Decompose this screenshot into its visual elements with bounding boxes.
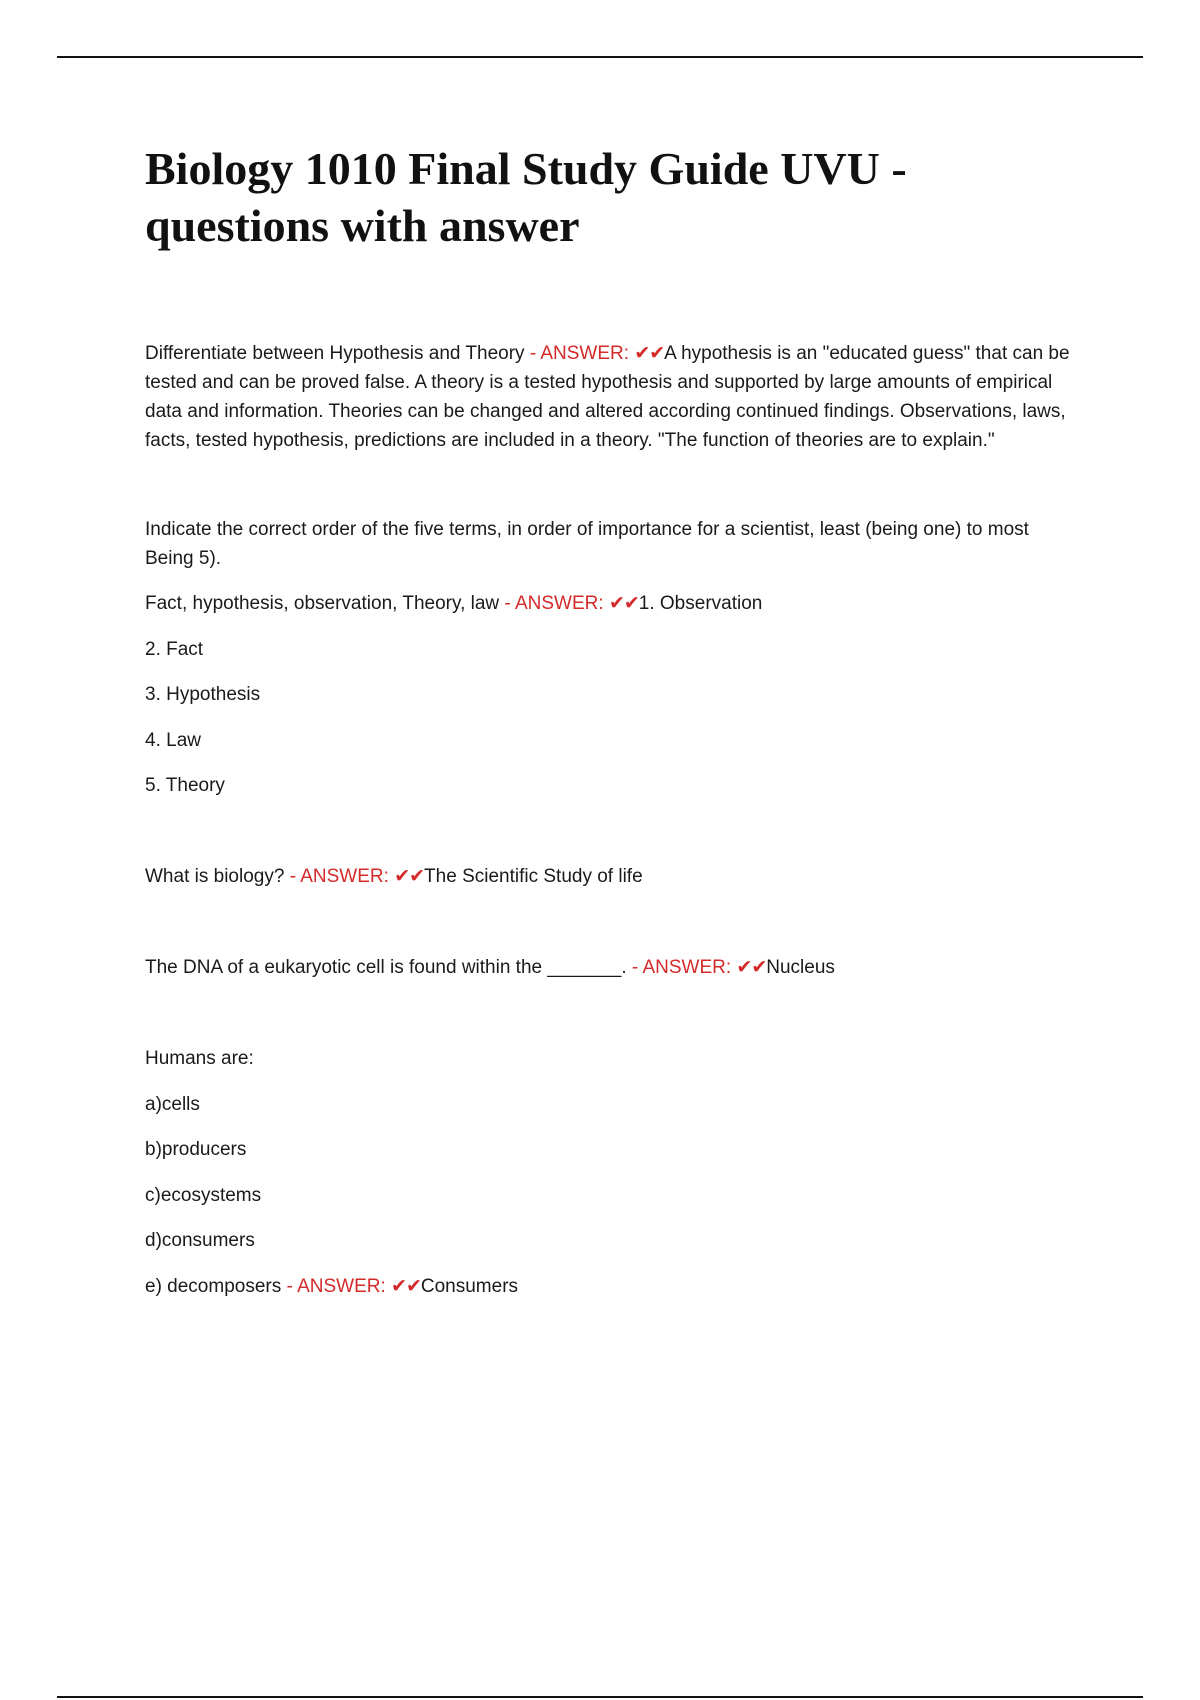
option-item: d)consumers: [145, 1230, 255, 1251]
document-page: [145, 140, 1075, 1301]
question-1: Differentiate between Hypothesis and Theory: [145, 343, 525, 364]
double-check-icon: ✔✔: [608, 593, 639, 614]
answer-label: - ANSWER:: [631, 957, 732, 978]
question-5: e) decomposers: [145, 1276, 282, 1297]
option-item: a)cells: [145, 1094, 200, 1115]
document-title: [145, 140, 1075, 254]
bottom-rule: [57, 1696, 1143, 1698]
question-2: Fact, hypothesis, observation, Theory, law: [145, 593, 500, 614]
double-check-icon: ✔✔: [394, 866, 425, 887]
answer-label: - ANSWER:: [286, 1276, 386, 1297]
answer-2-line: 3. Hypothesis: [145, 684, 261, 705]
qa-4-text: [145, 953, 1075, 982]
qa-2-text: [145, 589, 1075, 618]
question-3: What is biology?: [145, 866, 285, 887]
answer-label: - ANSWER:: [529, 343, 630, 364]
qa-block-1: [145, 339, 1075, 455]
option-item: c)ecosystems: [145, 1185, 262, 1206]
title-line-1: Biology 1010 Final Study Guide UVU -: [145, 143, 907, 194]
question-5-intro: Humans are:: [145, 1048, 254, 1069]
answer-2-line: 2. Fact: [145, 639, 204, 660]
question-2-intro: Indicate the correct order of the five terms, in order of importance for a scientist, least (being one) to most Being 5).: [145, 519, 1029, 569]
answer-2-line: 4. Law: [145, 730, 201, 751]
double-check-icon: ✔✔: [736, 957, 767, 978]
answer-2: 1. Observation: [638, 593, 763, 614]
answer-2-line: 5. Theory: [145, 775, 225, 796]
qa-block-3: [145, 862, 1075, 891]
answer-label: - ANSWER:: [289, 866, 389, 887]
top-rule: [57, 56, 1143, 58]
answer-4: Nucleus: [766, 957, 835, 978]
double-check-icon: ✔✔: [634, 343, 665, 364]
double-check-icon: ✔✔: [391, 1276, 421, 1297]
answer-5: Consumers: [420, 1276, 519, 1297]
answer-1: A hypothesis is an "educated guess" that can be tested and can be proved false. A theory is a tested hypothesis and supported by large amounts of empirical data and information. Theories can be changed and altered according continued findings. Observations, laws, facts, tested hypothesis, predictions are included in a theory. "The function of theories are to explain.": [145, 343, 1070, 451]
question-4: The DNA of a eukaryotic cell is found within the _______.: [145, 957, 627, 978]
qa-5-text: [145, 1272, 1075, 1301]
option-item: b)producers: [145, 1139, 247, 1160]
answer-3: The Scientific Study of life: [424, 866, 643, 887]
qa-1-text: [145, 339, 1075, 455]
answer-label: - ANSWER:: [504, 593, 604, 614]
title-line-2: questions with answer: [145, 200, 580, 251]
qa-block-2: [145, 515, 1075, 800]
qa-block-4: [145, 953, 1075, 982]
qa-3-text: [145, 862, 1075, 891]
qa-block-5: [145, 1044, 1075, 1301]
